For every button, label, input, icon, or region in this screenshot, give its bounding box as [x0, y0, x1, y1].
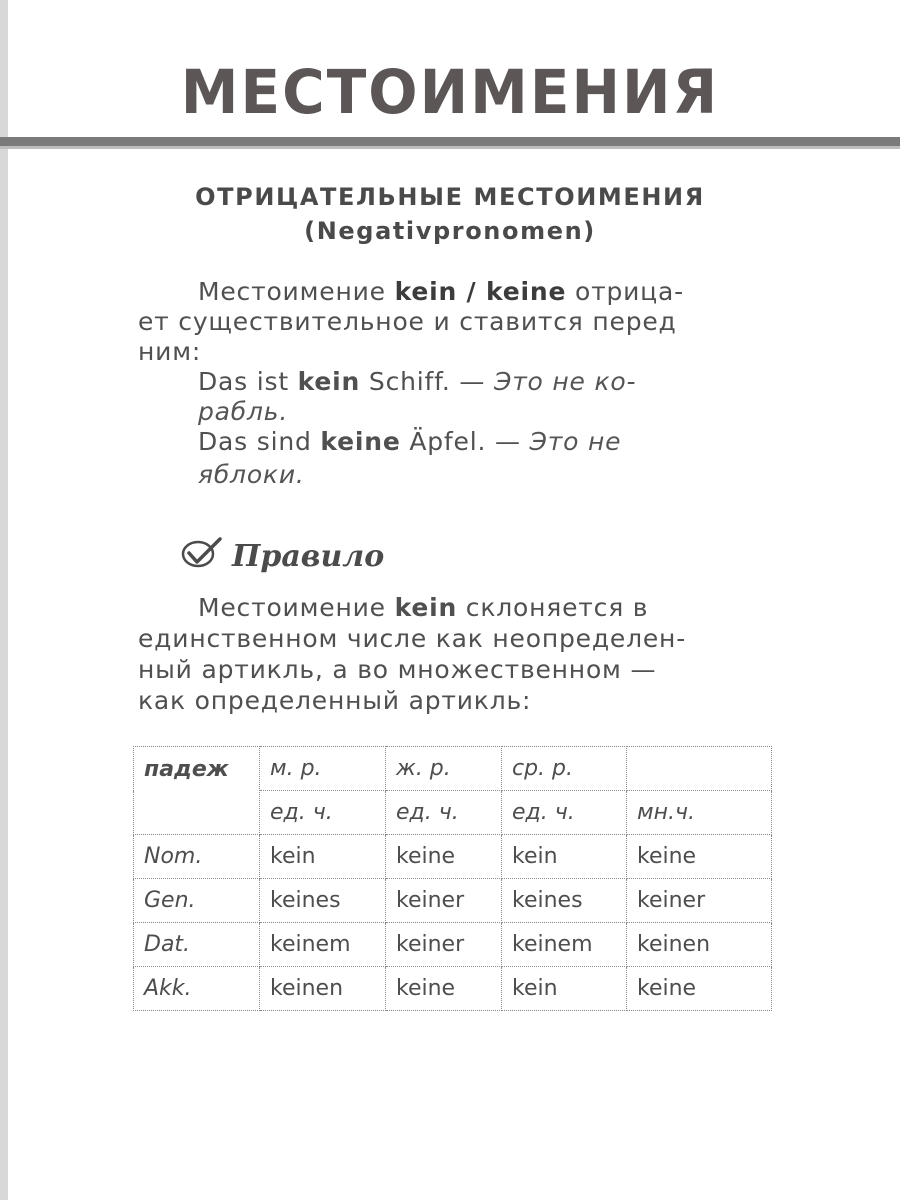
section-heading — [0, 180, 900, 248]
table-cell: kein — [502, 967, 627, 1011]
example-translation: яблоки. — [198, 460, 305, 489]
section-title: ОТРИЦАТЕЛЬНЫЕ МЕСТОИМЕНИЯ — [195, 183, 705, 211]
rule-text: склоняется в — [457, 593, 649, 622]
table-cell: keine — [386, 835, 502, 879]
table-case-label: Dat. — [134, 923, 260, 967]
table-cell: keine — [627, 967, 772, 1011]
example-2-line-2 — [198, 460, 305, 490]
example-1-line-1 — [198, 367, 636, 397]
example-2-line-1 — [198, 427, 621, 457]
example-translation: Это не ко- — [493, 367, 637, 396]
page-title: МЕСТОИМЕНИЯ — [180, 56, 720, 128]
table-gender-header — [627, 747, 772, 791]
example-text: Äpfel. — — [400, 427, 530, 456]
rule-heading-label: Правило — [232, 538, 385, 574]
rule-line-3: ный артикль, а во множественном — — [138, 655, 657, 684]
intro-text: отрица- — [566, 277, 684, 306]
example-keyword: keine — [320, 427, 401, 456]
table-cell: kein — [260, 835, 386, 879]
table-cell: keinen — [260, 967, 386, 1011]
table-gender-header: м. р. — [260, 747, 386, 791]
table-cell: keiner — [386, 923, 502, 967]
table-gender-header: ж. р. — [386, 747, 502, 791]
example-text: Schiff. — — [360, 367, 494, 396]
declension-table — [133, 746, 772, 1011]
rule-line-1 — [198, 593, 778, 623]
table-number-header: мн.ч. — [627, 791, 772, 835]
table-cell: keinem — [260, 923, 386, 967]
table-cell: keines — [502, 879, 627, 923]
rule-line-4: как определенный артикль: — [138, 686, 532, 715]
table-case-label: Akk. — [134, 967, 260, 1011]
table-cell: kein — [502, 835, 627, 879]
section-subtitle: (Negativpronomen) — [304, 217, 596, 245]
table-cell: keine — [627, 835, 772, 879]
table-row — [134, 967, 772, 1011]
rule-line-2: единственном числе как неопределен- — [138, 624, 687, 653]
example-keyword: kein — [297, 367, 361, 396]
intro-line-3: ним: — [138, 337, 202, 366]
table-cell: keinen — [627, 923, 772, 967]
example-translation: Это не — [529, 427, 622, 456]
table-cell: keiner — [386, 879, 502, 923]
table-corner-header: падеж — [134, 747, 260, 835]
intro-line-2: ет существительное и ставится перед — [138, 307, 677, 336]
table-header-row — [134, 747, 772, 791]
table-number-header: ед. ч. — [502, 791, 627, 835]
table-number-header: ед. ч. — [260, 791, 386, 835]
table-number-header: ед. ч. — [386, 791, 502, 835]
rule-heading — [180, 535, 384, 577]
table-row — [134, 923, 772, 967]
table-cell: keines — [260, 879, 386, 923]
table-cell: keiner — [627, 879, 772, 923]
table-case-label: Gen. — [134, 879, 260, 923]
example-text: Das ist — [198, 367, 298, 396]
example-1-line-2 — [198, 397, 288, 427]
table-cell: keinem — [502, 923, 627, 967]
table-gender-header: ср. р. — [502, 747, 627, 791]
checkmark-circle-icon — [180, 535, 224, 577]
table-cell: keine — [386, 967, 502, 1011]
example-text: Das sind — [198, 427, 321, 456]
rule-keyword: kein — [394, 593, 458, 622]
intro-keyword: kein / keine — [394, 277, 567, 306]
example-translation: рабль. — [198, 397, 289, 426]
rule-text: Местоимение — [198, 593, 395, 622]
table-row — [134, 835, 772, 879]
table-case-label: Nom. — [134, 835, 260, 879]
intro-text: Местоимение — [198, 277, 395, 306]
table-row — [134, 879, 772, 923]
intro-line-1 — [198, 277, 778, 307]
title-divider-shade — [0, 146, 900, 149]
title-divider — [0, 137, 900, 146]
